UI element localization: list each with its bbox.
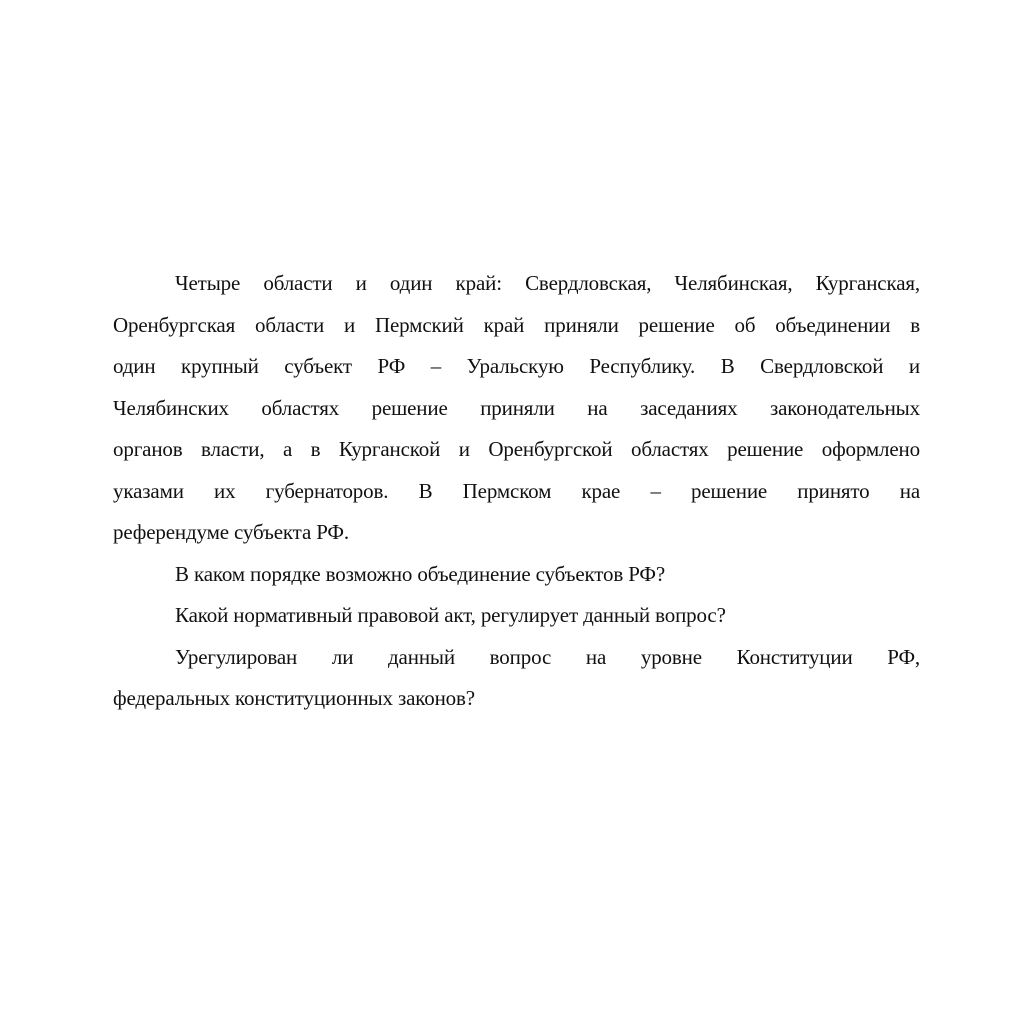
text-line: указами их губернаторов. В Пермском крае – решение принято на [113,478,920,503]
text-line: Четыре области и один край: Свердловская, Челябинская, Курганская, [175,271,920,295]
question-text: Урегулирован ли данный вопрос на уровне Конституции РФ, [175,644,920,669]
question-3-paragraph [113,637,920,720]
text-line: референдуме субъекта РФ. [113,520,349,544]
case-description-paragraph [113,263,920,554]
text-line: Оренбургская области и Пермский край приняли решение об объединении в [113,312,920,337]
text-line: органов власти, а в Курганской и Оренбургской областях решение оформлено [113,437,920,461]
question-text: федеральных конституционных законов? [113,686,475,710]
text-line: Челябинских областях решение приняли на заседаниях законодательных [113,395,920,420]
document-page [113,263,920,720]
text-line: один крупный субъект РФ – Уральскую Республику. В Свердловской и [113,354,920,378]
question-2-paragraph [113,595,920,637]
question-1-paragraph [113,554,920,596]
question-text: В каком порядке возможно объединение субъектов РФ? [175,561,666,586]
question-text: Какой нормативный правовой акт, регулирует данный вопрос? [175,603,726,627]
